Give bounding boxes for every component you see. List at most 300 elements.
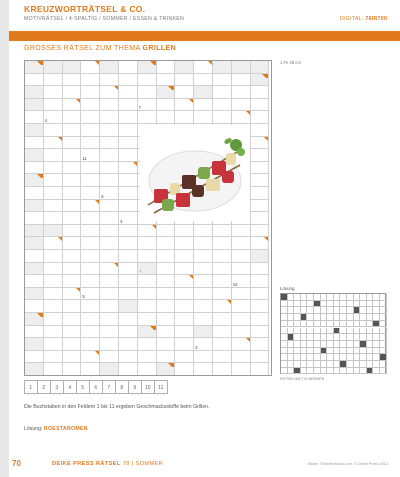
answer-slot[interactable]: 7 — [102, 380, 116, 394]
answer-cell[interactable] — [175, 338, 194, 351]
answer-cell[interactable] — [138, 275, 157, 288]
answer-cell[interactable] — [119, 338, 138, 351]
answer-cell[interactable] — [251, 275, 270, 288]
answer-cell[interactable] — [232, 338, 251, 351]
answer-cell[interactable] — [138, 86, 157, 99]
answer-cell[interactable] — [175, 99, 194, 112]
answer-cell[interactable] — [44, 313, 63, 326]
answer-cell[interactable] — [138, 225, 157, 238]
answer-cell[interactable] — [44, 124, 63, 137]
answer-cell[interactable] — [81, 174, 100, 187]
answer-cell[interactable] — [232, 111, 251, 124]
mini-cell — [347, 294, 354, 301]
answer-cell[interactable] — [194, 225, 213, 238]
answer-cell[interactable] — [100, 351, 119, 364]
answer-cell[interactable] — [232, 351, 251, 364]
answer-cell[interactable] — [63, 86, 82, 99]
answer-cell[interactable] — [100, 212, 119, 225]
answer-cell[interactable] — [194, 237, 213, 250]
answer-cell[interactable] — [44, 86, 63, 99]
answer-cell[interactable] — [213, 326, 232, 339]
answer-cell[interactable] — [81, 162, 100, 175]
answer-cell[interactable] — [81, 99, 100, 112]
direction-arrow-icon — [58, 137, 62, 141]
answer-cell[interactable] — [100, 187, 119, 200]
answer-cell[interactable] — [213, 99, 232, 112]
answer-cell[interactable] — [251, 149, 270, 162]
answer-slot[interactable]: 6 — [89, 380, 103, 394]
answer-cell[interactable] — [25, 212, 44, 225]
answer-cell[interactable] — [119, 200, 138, 213]
answer-cell[interactable] — [119, 351, 138, 364]
answer-cell[interactable] — [100, 300, 119, 313]
answer-cell[interactable] — [175, 275, 194, 288]
answer-cell[interactable] — [81, 137, 100, 150]
answer-cell[interactable] — [119, 326, 138, 339]
answer-cell[interactable] — [63, 300, 82, 313]
answer-cell[interactable] — [157, 351, 176, 364]
answer-cell[interactable] — [81, 200, 100, 213]
answer-cell[interactable] — [251, 162, 270, 175]
answer-cell[interactable] — [63, 111, 82, 124]
answer-cell[interactable] — [251, 363, 270, 376]
answer-cell[interactable] — [194, 275, 213, 288]
answer-cell[interactable] — [119, 137, 138, 150]
direction-arrow-icon — [37, 61, 43, 67]
answer-cell[interactable] — [232, 250, 251, 263]
direction-arrow-icon — [150, 326, 156, 332]
answer-cell[interactable] — [44, 212, 63, 225]
answer-cell[interactable] — [44, 99, 63, 112]
answer-cell[interactable] — [44, 111, 63, 124]
answer-cell[interactable] — [25, 351, 44, 364]
answer-cell[interactable] — [25, 74, 44, 87]
answer-cell[interactable] — [81, 288, 100, 301]
answer-slot[interactable]: 10 — [141, 380, 155, 394]
answer-cell[interactable] — [63, 174, 82, 187]
answer-cell[interactable] — [63, 288, 85, 301]
answer-cell[interactable] — [213, 351, 232, 364]
answer-cell[interactable] — [63, 225, 82, 238]
answer-cell[interactable] — [100, 111, 119, 124]
answer-cell[interactable] — [119, 162, 138, 175]
answer-cell[interactable] — [81, 74, 100, 87]
answer-cell[interactable] — [63, 351, 82, 364]
answer-cell[interactable] — [81, 187, 100, 200]
answer-cell[interactable] — [100, 250, 119, 263]
answer-cell[interactable] — [100, 288, 119, 301]
mini-cell — [347, 328, 354, 335]
answer-cell[interactable] — [119, 99, 138, 112]
answer-slot[interactable]: 4 — [63, 380, 77, 394]
answer-cell[interactable] — [157, 237, 176, 250]
answer-cell[interactable] — [81, 124, 100, 137]
answer-cell[interactable] — [81, 313, 100, 326]
answer-cell[interactable] — [81, 225, 100, 238]
answer-cell[interactable] — [157, 225, 176, 238]
mini-cell — [307, 368, 314, 375]
answer-cell[interactable] — [194, 250, 213, 263]
answer-cell[interactable] — [157, 338, 176, 351]
answer-cell[interactable] — [213, 250, 232, 263]
answer-slot[interactable]: 11 — [154, 380, 168, 394]
clue-cell — [25, 149, 44, 162]
answer-cell[interactable] — [157, 250, 176, 263]
solution-label: Lösung: — [24, 426, 43, 432]
mini-cell — [321, 301, 328, 308]
answer-cell[interactable] — [119, 174, 138, 187]
answer-slot[interactable]: 8 — [115, 380, 129, 394]
mini-cell — [334, 314, 341, 321]
answer-cell[interactable] — [81, 275, 100, 288]
answer-cell[interactable] — [63, 338, 82, 351]
solution-index-number: 10 — [232, 281, 238, 287]
answer-cell[interactable] — [63, 124, 82, 137]
answer-cell[interactable] — [44, 187, 63, 200]
answer-cell[interactable] — [100, 149, 119, 162]
answer-cell[interactable] — [63, 250, 82, 263]
answer-slot[interactable]: 5 — [76, 380, 90, 394]
clue-cell — [44, 61, 63, 74]
answer-cell[interactable] — [119, 124, 138, 137]
mini-cell — [373, 354, 380, 361]
answer-cell[interactable] — [175, 300, 194, 313]
answer-cell[interactable] — [138, 313, 157, 326]
answer-cell[interactable] — [81, 61, 100, 74]
answer-cell[interactable] — [44, 174, 63, 187]
answer-cell[interactable] — [175, 363, 194, 376]
answer-cell[interactable] — [194, 99, 213, 112]
answer-cell[interactable] — [232, 263, 251, 276]
answer-cell[interactable] — [194, 351, 213, 364]
answer-cell[interactable] — [232, 275, 251, 288]
answer-cell[interactable] — [100, 200, 119, 213]
answer-cell[interactable] — [157, 326, 176, 339]
answer-cell[interactable] — [194, 300, 213, 313]
answer-slot[interactable]: 3 — [50, 380, 64, 394]
answer-cell[interactable] — [213, 275, 232, 288]
answer-slot[interactable]: 2 — [37, 380, 51, 394]
answer-cell[interactable] — [81, 263, 100, 276]
answer-cell[interactable] — [138, 111, 157, 124]
answer-cell[interactable] — [119, 250, 138, 263]
mini-cell — [380, 328, 387, 335]
answer-cell[interactable] — [194, 61, 213, 74]
answer-cell[interactable] — [100, 263, 119, 276]
mini-cell — [380, 361, 387, 368]
side-note: 1 Fe 28 cm — [280, 60, 301, 65]
answer-cell[interactable] — [119, 313, 138, 326]
mini-cell — [354, 354, 361, 361]
answer-cell[interactable] — [232, 99, 251, 112]
answer-cell[interactable] — [81, 363, 100, 376]
answer-cell[interactable] — [81, 86, 100, 99]
answer-cell[interactable] — [138, 250, 157, 263]
answer-cell[interactable] — [63, 137, 82, 150]
answer-cell[interactable] — [251, 187, 270, 200]
answer-cell[interactable] — [100, 74, 119, 87]
answer-cell[interactable] — [63, 212, 82, 225]
answer-cell[interactable] — [251, 351, 270, 364]
answer-cell[interactable] — [157, 313, 176, 326]
answer-cell[interactable] — [213, 74, 232, 87]
answer-cell[interactable] — [81, 149, 100, 162]
answer-cell[interactable] — [157, 61, 176, 74]
answer-cell[interactable] — [251, 237, 270, 250]
answer-cell[interactable] — [100, 86, 119, 99]
mini-cell — [301, 301, 308, 308]
direction-arrow-icon — [246, 338, 250, 342]
mini-cell — [314, 328, 321, 335]
answer-cell[interactable] — [138, 338, 157, 351]
answer-cell[interactable] — [44, 326, 63, 339]
mini-cell — [294, 348, 301, 355]
answer-cell[interactable] — [119, 288, 138, 301]
answer-cell[interactable] — [251, 200, 270, 213]
answer-cell[interactable] — [213, 225, 232, 238]
mini-cell — [327, 334, 334, 341]
answer-cell[interactable] — [81, 338, 100, 351]
answer-cell[interactable] — [175, 250, 194, 263]
answer-cell[interactable] — [175, 225, 194, 238]
answer-cell[interactable] — [251, 338, 270, 351]
mini-cell — [327, 301, 334, 308]
answer-cell[interactable] — [119, 363, 138, 376]
answer-cell[interactable] — [213, 111, 232, 124]
answer-cell[interactable] — [44, 162, 63, 175]
answer-slot[interactable]: 1 — [24, 380, 38, 394]
mini-cell — [367, 307, 374, 314]
answer-cell[interactable] — [100, 174, 119, 187]
answer-cell[interactable] — [119, 225, 138, 238]
mini-cell — [281, 321, 288, 328]
answer-cell[interactable] — [63, 363, 82, 376]
answer-cell[interactable] — [138, 351, 157, 364]
answer-cell[interactable] — [251, 111, 270, 124]
answer-cell[interactable] — [138, 363, 157, 376]
answer-cell[interactable] — [63, 149, 82, 162]
answer-cell[interactable] — [175, 288, 194, 301]
answer-cell[interactable] — [44, 250, 63, 263]
answer-cell[interactable] — [232, 74, 251, 87]
answer-cell[interactable] — [251, 86, 270, 99]
answer-cell[interactable] — [81, 237, 100, 250]
answer-cell[interactable] — [44, 137, 63, 150]
clue-cell — [25, 237, 44, 250]
answer-cell[interactable] — [25, 137, 44, 150]
answer-cell[interactable] — [213, 313, 232, 326]
answer-cell[interactable] — [213, 237, 232, 250]
answer-cell[interactable] — [194, 363, 213, 376]
answer-slot[interactable]: 9 — [128, 380, 142, 394]
answer-cell[interactable] — [157, 275, 176, 288]
answer-cell[interactable] — [25, 275, 44, 288]
answer-cell[interactable] — [25, 250, 44, 263]
answer-cell[interactable] — [157, 111, 176, 124]
answer-cell[interactable] — [100, 326, 119, 339]
answer-cell[interactable] — [175, 237, 194, 250]
answer-cell[interactable] — [157, 263, 176, 276]
direction-arrow-icon — [264, 137, 268, 141]
answer-cell[interactable] — [81, 326, 100, 339]
answer-cell[interactable] — [81, 111, 100, 124]
answer-cell[interactable] — [119, 111, 138, 124]
clue-cell — [138, 326, 157, 339]
answer-cell[interactable] — [175, 326, 194, 339]
answer-cell[interactable] — [63, 99, 82, 112]
answer-cell[interactable] — [213, 263, 232, 276]
solution-index-number: 7 — [138, 105, 142, 111]
answer-cell[interactable] — [213, 338, 232, 351]
answer-cell[interactable] — [44, 149, 63, 162]
clue-cell — [194, 86, 213, 99]
section-topic: GRILLEN — [142, 45, 177, 52]
answer-cell[interactable] — [213, 300, 232, 313]
answer-cell[interactable] — [175, 313, 194, 326]
answer-cell[interactable] — [194, 288, 213, 301]
answer-cell[interactable] — [81, 250, 100, 263]
answer-cell[interactable] — [44, 74, 63, 87]
answer-cell[interactable] — [138, 288, 157, 301]
answer-cell[interactable] — [25, 162, 44, 175]
answer-cell[interactable] — [119, 263, 138, 276]
answer-cell[interactable] — [100, 225, 119, 238]
answer-cell[interactable] — [251, 326, 270, 339]
answer-cell[interactable] — [81, 351, 100, 364]
answer-cell[interactable] — [63, 237, 82, 250]
answer-cell[interactable] — [119, 74, 138, 87]
answer-cell[interactable] — [213, 86, 232, 99]
answer-cell[interactable] — [63, 200, 82, 213]
answer-cell[interactable] — [175, 111, 194, 124]
clue-cell — [25, 200, 44, 213]
answer-cell[interactable] — [251, 174, 270, 187]
mini-cell — [354, 301, 361, 308]
answer-cell[interactable] — [251, 313, 270, 326]
answer-cell[interactable] — [100, 237, 119, 250]
answer-cell[interactable] — [100, 275, 119, 288]
answer-cell[interactable] — [138, 99, 157, 112]
answer-cell[interactable] — [44, 351, 63, 364]
answer-cell[interactable] — [119, 86, 138, 99]
answer-cell[interactable] — [44, 237, 63, 250]
answer-cell[interactable] — [232, 225, 251, 238]
mini-cell — [301, 307, 308, 314]
answer-cell[interactable] — [157, 99, 176, 112]
answer-cell[interactable] — [213, 363, 232, 376]
answer-cell[interactable] — [44, 263, 63, 276]
answer-cell[interactable] — [63, 74, 82, 87]
answer-cell[interactable] — [232, 288, 251, 301]
answer-cell[interactable] — [119, 61, 138, 74]
answer-cell[interactable] — [44, 288, 63, 301]
mini-cell — [347, 321, 354, 328]
answer-cell[interactable] — [251, 288, 270, 301]
answer-cell[interactable] — [138, 300, 157, 313]
answer-cell[interactable] — [251, 225, 270, 238]
answer-cell[interactable] — [251, 263, 270, 276]
answer-cell[interactable] — [63, 263, 82, 276]
answer-cell[interactable] — [100, 137, 119, 150]
answer-cell[interactable] — [119, 275, 138, 288]
answer-cell[interactable] — [44, 363, 63, 376]
answer-cell[interactable] — [213, 288, 232, 301]
page-subtitle: MOTIVRÄTSEL / 4-SPALTIG / SOMMER / ESSEN & TRINKEN — [24, 16, 185, 22]
answer-cell[interactable] — [81, 212, 100, 225]
answer-cell[interactable] — [138, 237, 157, 250]
clue-cell — [25, 313, 44, 326]
answer-cell[interactable] — [194, 111, 213, 124]
answer-cell[interactable] — [157, 288, 176, 301]
answer-cell[interactable] — [194, 313, 213, 326]
answer-cell[interactable] — [100, 124, 119, 137]
answer-cell[interactable] — [157, 300, 176, 313]
answer-cell[interactable] — [251, 137, 270, 150]
answer-cell[interactable] — [175, 86, 194, 99]
answer-cell[interactable] — [138, 74, 157, 87]
answer-cell[interactable] — [175, 263, 194, 276]
answer-cell[interactable] — [119, 237, 138, 250]
answer-cell[interactable] — [44, 338, 63, 351]
answer-cell[interactable] — [232, 313, 251, 326]
answer-cell[interactable] — [194, 338, 213, 351]
answer-cell[interactable] — [232, 86, 251, 99]
answer-cell[interactable] — [100, 99, 119, 112]
answer-cell[interactable] — [63, 313, 82, 326]
answer-cell[interactable] — [63, 187, 82, 200]
answer-cell[interactable] — [100, 338, 119, 351]
answer-cell[interactable] — [25, 111, 44, 124]
solution-line — [24, 426, 88, 432]
answer-cell[interactable] — [44, 275, 63, 288]
answer-cell[interactable] — [25, 326, 44, 339]
answer-cell[interactable] — [251, 212, 270, 225]
answer-cell[interactable] — [63, 162, 82, 175]
answer-cell[interactable] — [157, 74, 176, 87]
answer-cell[interactable] — [251, 99, 270, 112]
answer-cell[interactable] — [194, 74, 213, 87]
mini-cell — [367, 348, 374, 355]
answer-cell[interactable] — [119, 212, 138, 225]
answer-cell[interactable] — [232, 363, 251, 376]
answer-cell[interactable] — [25, 300, 44, 313]
answer-cell[interactable] — [44, 200, 63, 213]
answer-cell[interactable] — [25, 187, 44, 200]
answer-cell[interactable] — [194, 263, 213, 276]
mini-cell — [281, 361, 288, 368]
answer-cell[interactable] — [100, 162, 119, 175]
answer-cell[interactable] — [251, 300, 270, 313]
answer-cell[interactable] — [119, 187, 138, 200]
mini-cell — [334, 307, 341, 314]
answer-cell[interactable] — [44, 300, 63, 313]
answer-cell[interactable] — [232, 237, 251, 250]
answer-cell[interactable] — [232, 300, 251, 313]
mini-cell — [340, 348, 347, 355]
mini-cell — [288, 314, 295, 321]
answer-cell[interactable] — [63, 326, 82, 339]
answer-cell[interactable] — [175, 74, 194, 87]
mini-cell — [281, 341, 288, 348]
answer-cell[interactable] — [119, 149, 138, 162]
answer-cell[interactable] — [81, 300, 100, 313]
answer-cell[interactable] — [232, 326, 251, 339]
solution-index-number: 6 — [101, 193, 104, 199]
answer-cell[interactable] — [175, 351, 194, 364]
answer-cell[interactable] — [251, 124, 270, 137]
answer-cell[interactable] — [100, 313, 119, 326]
answer-cell[interactable] — [63, 275, 82, 288]
